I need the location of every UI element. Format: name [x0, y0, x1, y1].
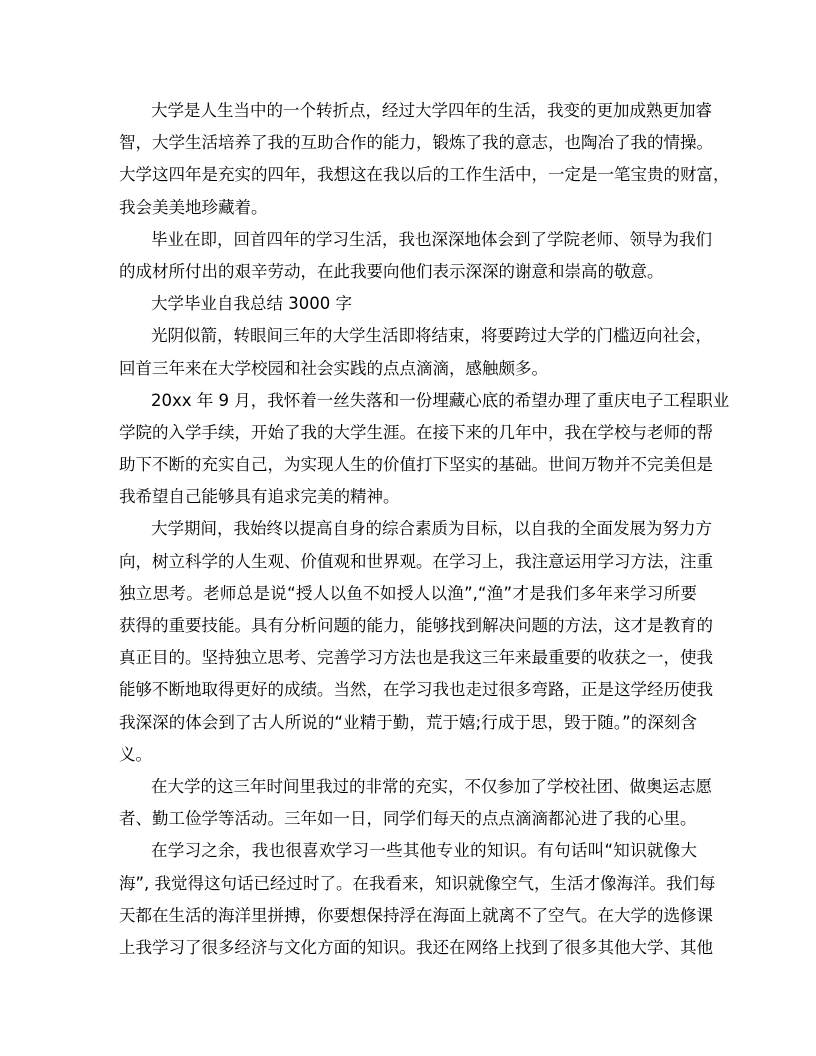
- text-line: 助下不断的充实自己，为实现人生的价值打下坚实的基础。世间万物并不完美但是: [119, 455, 713, 475]
- text-line: 大学期间，我始终以提高自身的综合素质为目标，以自我的全面发展为努力方: [151, 519, 712, 539]
- text-line: 智，大学生活培养了我的互助合作的能力，锻炼了我的意志，也陶冶了我的情操。: [119, 133, 713, 153]
- text-line: 天都在生活的海洋里拼搏，你要想保持浮在海面上就离不了空气。在大学的选修课: [119, 905, 713, 925]
- text-line: 回首三年来在大学校园和社会实践的点点滴滴，感触颇多。: [119, 358, 548, 378]
- text-line: 20xx 年 9 月，我怀着一丝失落和一份埋藏心底的希望办理了重庆电子工程职业: [151, 390, 730, 410]
- text-line: 独立思考。老师总是说“授人以鱼不如授人以渔”,“渔”才是我们多年来学习所要: [119, 583, 697, 603]
- text-line: 大学这四年是充实的四年，我想这在我以后的工作生活中，一定是一笔宝贵的财富，: [119, 165, 730, 185]
- text-line: 上我学习了很多经济与文化方面的知识。我还在网络上找到了很多其他大学、其他: [119, 937, 713, 957]
- text-line: 毕业在即，回首四年的学习生活，我也深深地体会到了学院老师、领导为我们: [151, 229, 712, 249]
- text-line: 能够不断地取得更好的成绩。当然，在学习我也走过很多弯路，正是这学经历使我: [119, 680, 713, 700]
- text-line: 在学习之余，我也很喜欢学习一些其他专业的知识。有句话叫“知识就像大: [151, 841, 697, 861]
- text-line: 获得的重要技能。具有分析问题的能力，能够找到解决问题的方法，这才是教育的: [119, 616, 713, 635]
- text-line: 者、勤工俭学等活动。三年如一日，同学们每天的点点滴滴都沁进了我的心里。: [119, 809, 697, 829]
- text-line: 向，树立科学的人生观、价值观和世界观。在学习上，我注意运用学习方法，注重: [119, 551, 713, 571]
- section-heading: 大学毕业自我总结 3000 字: [151, 294, 352, 314]
- text-line: 大学是人生当中的一个转折点，经过大学四年的生活，我变的更加成熟更加睿: [151, 101, 712, 120]
- document-body: [119, 95, 730, 964]
- text-line: 的成材所付出的艰辛劳动，在此我要向他们表示深深的谢意和崇高的敬意。: [119, 261, 664, 281]
- text-line: 光阴似箭，转眼间三年的大学生活即将结束，将要跨过大学的门槛迈向社会，: [151, 326, 712, 346]
- text-line: 我希望自己能够具有追求完美的精神。: [119, 487, 400, 507]
- text-line: 海”, 我觉得这句话已经过时了。在我看来，知识就像空气，生活才像海洋。我们每: [119, 873, 716, 893]
- text-line: 学院的入学手续，开始了我的大学生涯。在接下来的几年中，我在学校与老师的帮: [119, 422, 713, 442]
- text-line: 我会美美地珍藏着。: [119, 197, 268, 217]
- text-line: 义。: [119, 744, 152, 764]
- text-line: 真正目的。坚持独立思考、完善学习方法也是我这三年来最重要的收获之一，使我: [119, 648, 713, 668]
- text-line: 在大学的这三年时间里我过的非常的充实，不仅参加了学校社团、做奥运志愿: [151, 776, 712, 796]
- text-line: 我深深的体会到了古人所说的“业精于勤，荒于嬉;行成于思，毁于随。”的深刻含: [119, 712, 697, 732]
